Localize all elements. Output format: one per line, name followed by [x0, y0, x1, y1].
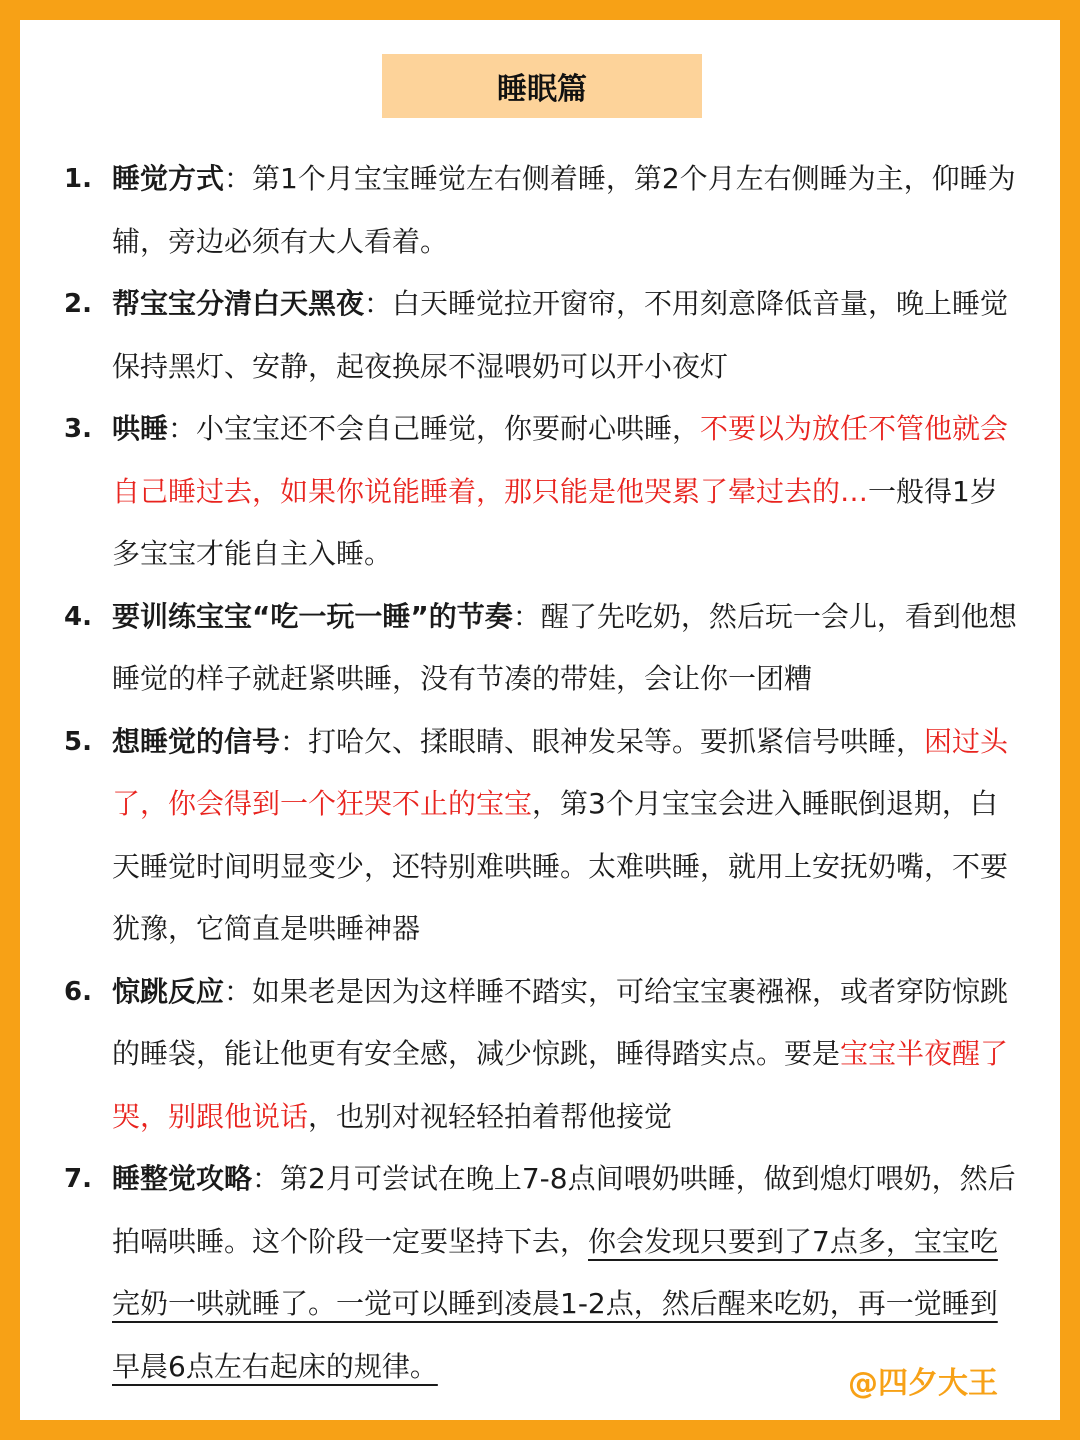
- item-heading: 睡整觉攻略: [112, 1162, 253, 1195]
- list-item: [20, 711, 1060, 961]
- item-separator: ：: [252, 1162, 281, 1195]
- author-watermark: @四夕大王: [848, 1366, 998, 1401]
- item-text: 第1个月宝宝睡觉左右侧着睡，第2个月左右侧睡为主，仰睡为辅，旁边必须有大人看着。: [112, 162, 1016, 258]
- item-heading: 睡觉方式: [112, 162, 225, 195]
- list-item: [20, 273, 1060, 398]
- item-text: 第2月可尝试在晚上7-8点间喂奶哄睡，做到熄灯喂奶，然后拍嗝哄睡。这个阶段一定要坚持下去，: [112, 1162, 1016, 1258]
- item-heading: 哄睡: [112, 412, 169, 445]
- sleep-tips-list: [20, 148, 1060, 1398]
- item-separator: ：: [224, 162, 253, 195]
- title-banner: [382, 54, 702, 118]
- item-text: 打哈欠、揉眼睛、眼神发呆等。要抓紧信号哄睡，: [308, 724, 925, 758]
- item-separator: ：: [280, 724, 309, 758]
- item-underlined-text: 你会发现只要到了7点多，宝宝吃完奶一哄就睡了。一觉可以睡到凌晨1-2点，然后醒来吃奶，再一觉睡到早晨6点左右起床的规律。: [112, 1224, 998, 1383]
- item-heading: 要训练宝宝“吃一玩一睡”的节奏: [112, 599, 513, 633]
- item-separator: ：: [168, 412, 197, 445]
- item-text: 如果老是因为这样睡不踏实，可给宝宝裹襁褓，或者穿防惊跳的睡袋，能让他更有安全感，减少惊跳，睡得踏实点。要是: [112, 974, 1009, 1070]
- page-title: 睡眠篇: [497, 72, 587, 107]
- item-text: 醒了先吃奶，然后玩一会儿，看到他想睡觉的样子就赶紧哄睡，没有节凑的带娃，会让你一团糟: [112, 599, 1017, 695]
- item-number: 4.: [64, 601, 92, 632]
- item-text: ，第3个月宝宝会进入睡眠倒退期，白天睡觉时间明显变少，还特别难哄睡。太难哄睡，就用上安抚奶嘴，不要犹豫，它简直是哄睡神器: [112, 787, 1009, 945]
- list-item: [20, 148, 1060, 273]
- item-text: ，也别对视轻轻拍着帮他接觉: [308, 1099, 673, 1133]
- item-text: 一般得1岁多宝宝才能自主入睡。: [112, 474, 998, 570]
- item-text: 白天睡觉拉开窗帘，不用刻意降低音量，晚上睡觉保持黑灯、安静，起夜换尿不湿喂奶可以开小夜灯: [112, 287, 1009, 383]
- item-highlight-text: 不要以为放任不管他就会自己睡过去，如果你说能睡着，那只能是他哭累了晕过去的…: [112, 412, 1009, 508]
- item-number: 3.: [64, 414, 92, 444]
- item-heading: 惊跳反应: [112, 974, 225, 1008]
- item-number: 7.: [64, 1164, 92, 1194]
- list-item: [20, 586, 1060, 711]
- item-separator: ：: [224, 974, 253, 1008]
- item-highlight-text: 困过头了，你会得到一个狂哭不止的宝宝: [112, 724, 1009, 820]
- item-number: 2.: [64, 289, 92, 319]
- item-separator: ：: [364, 287, 393, 320]
- item-heading: 想睡觉的信号: [112, 724, 281, 758]
- item-number: 5.: [64, 726, 92, 757]
- item-text: 小宝宝还不会自己睡觉，你要耐心哄睡，: [196, 412, 701, 445]
- page-card: [20, 20, 1060, 1420]
- list-item: [20, 961, 1060, 1149]
- item-highlight-text: 宝宝半夜醒了哭，别跟他说话: [112, 1037, 1009, 1133]
- item-number: 1.: [64, 164, 92, 194]
- item-separator: ：: [512, 599, 541, 633]
- item-number: 6.: [64, 976, 92, 1007]
- item-heading: 帮宝宝分清白天黑夜: [112, 287, 365, 320]
- list-item: [20, 398, 1060, 586]
